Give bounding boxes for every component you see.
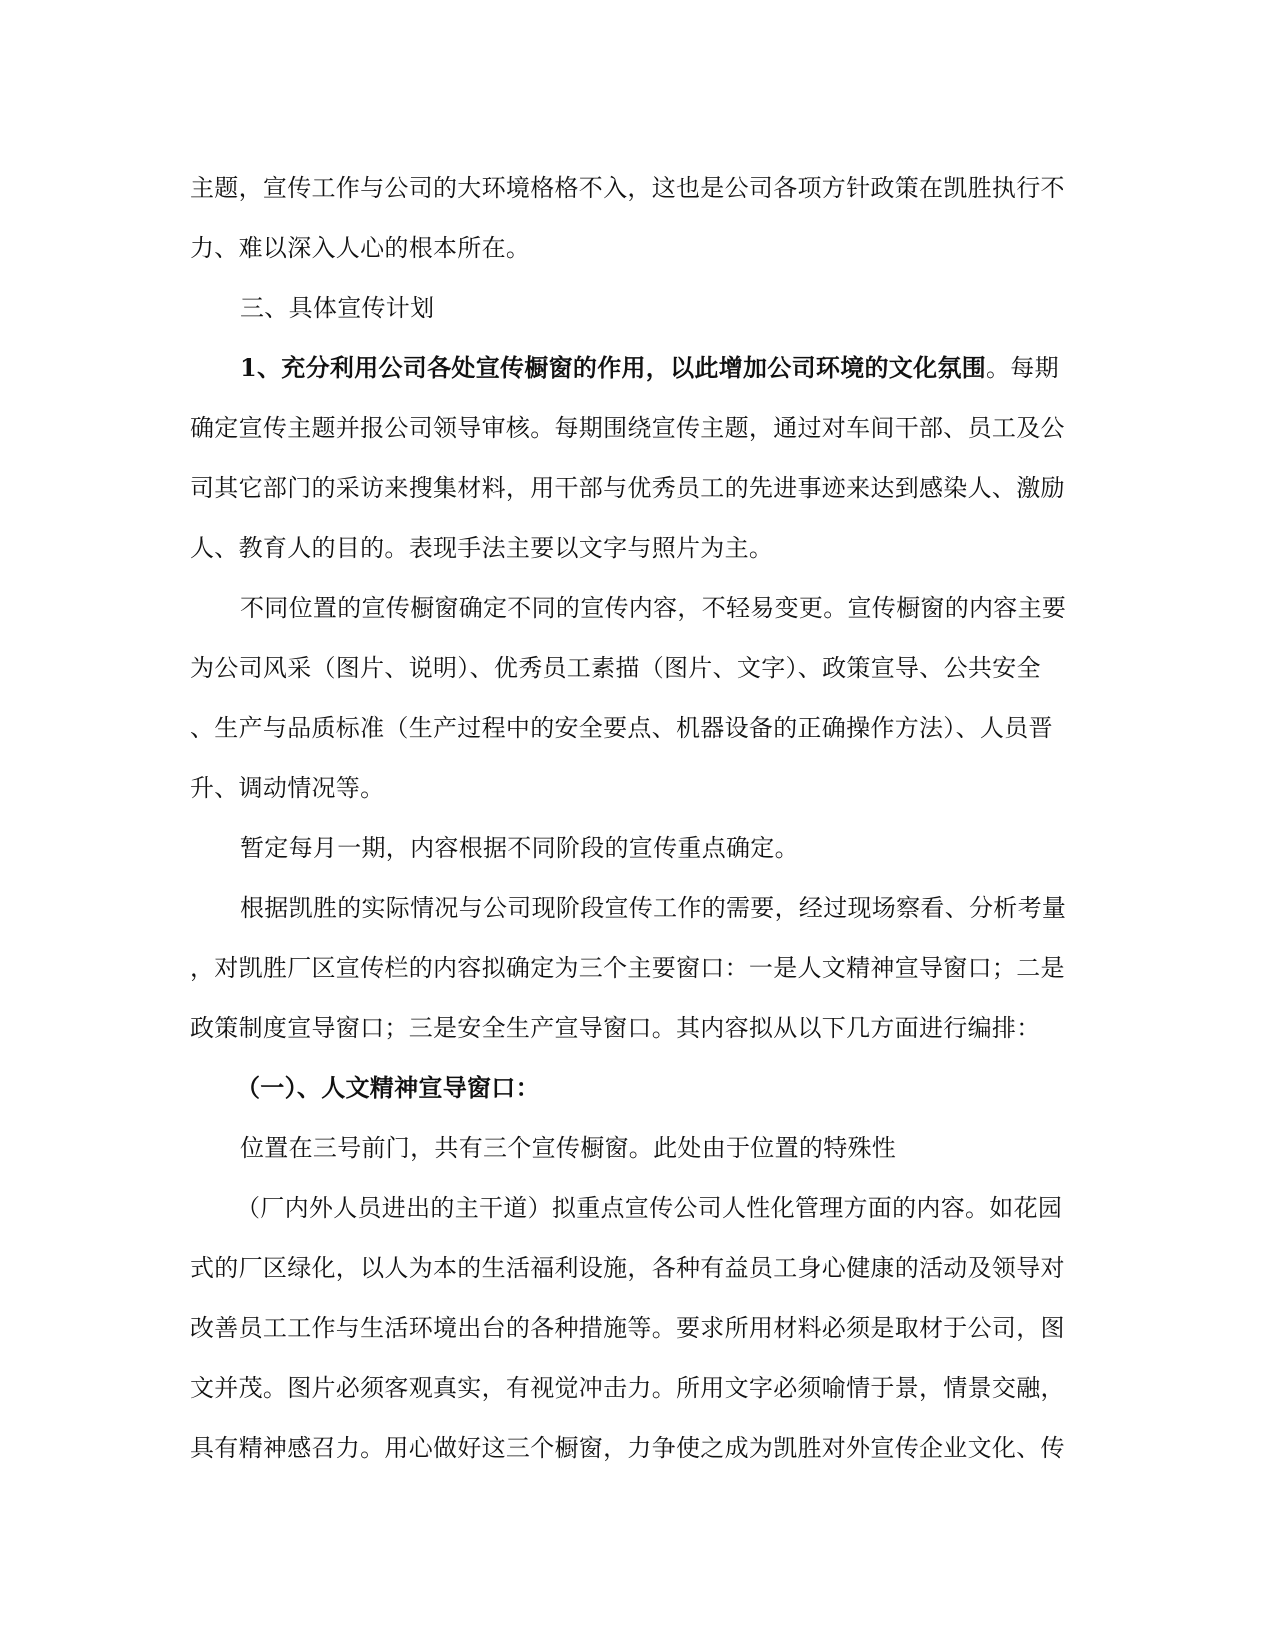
paragraph-line (190, 350, 1090, 410)
paragraph-line: 、生产与品质标准（生产过程中的安全要点、机器设备的正确操作方法）、人员晋 (190, 714, 1053, 742)
paragraph-line: 政策制度宣导窗口；三是安全生产宣导窗口。其内容拟从以下几方面进行编排： (190, 1014, 1041, 1042)
paragraph-line: ，对凯胜厂区宣传栏的内容拟确定为三个主要窗口：一是人文精神宣导窗口；二是 (190, 954, 1065, 982)
paragraph-line: 根据凯胜的实际情况与公司现阶段宣传工作的需要，经过现场察看、分析考量 (240, 894, 1067, 922)
section-heading: 三、具体宣传计划 (240, 294, 435, 322)
paragraph-line: 确定宣传主题并报公司领导审核。每期围绕宣传主题，通过对车间干部、员工及公 (190, 414, 1065, 442)
paragraph-line: 具有精神感召力。用心做好这三个橱窗，力争使之成为凯胜对外宣传企业文化、传 (190, 1434, 1065, 1462)
lead-sentence-tail: 。每期 (986, 354, 1059, 382)
paragraph-line: 位置在三号前门，共有三个宣传橱窗。此处由于位置的特殊性 (240, 1134, 897, 1162)
paragraph-line: 式的厂区绿化，以人为本的生活福利设施，各种有益员工身心健康的活动及领导对 (190, 1254, 1065, 1282)
paragraph-line: 文并茂。图片必须客观真实，有视觉冲击力。所用文字必须喻情于景，情景交融， (190, 1374, 1065, 1402)
paragraph-line: 司其它部门的采访来搜集材料，用干部与优秀员工的先进事迹来达到感染人、激励 (190, 474, 1065, 502)
paragraph-line: 为公司风采（图片、说明）、优秀员工素描（图片、文字）、政策宣导、公共安全 (190, 654, 1041, 682)
paragraph-line: 不同位置的宣传橱窗确定不同的宣传内容，不轻易变更。宣传橱窗的内容主要 (240, 594, 1067, 622)
paragraph-line: 升、调动情况等。 (190, 774, 385, 802)
paragraph-line: 暂定每月一期，内容根据不同阶段的宣传重点确定。 (240, 834, 799, 862)
subsection-heading: （一）、人文精神宣导窗口： (236, 1073, 540, 1102)
paragraph-line: （厂内外人员进出的主干道）拟重点宣传公司人性化管理方面的内容。如花园 (236, 1194, 1063, 1222)
paragraph-line: 主题，宣传工作与公司的大环境格格不入，这也是公司各项方针政策在凯胜执行不 (190, 174, 1065, 202)
bold-lead-sentence: 1、充分利用公司各处宣传橱窗的作用，以此增加公司环境的文化氛围 (240, 353, 986, 382)
paragraph-line: 改善员工工作与生活环境出台的各种措施等。要求所用材料必须是取材于公司，图 (190, 1314, 1065, 1342)
document-body (190, 170, 1090, 1490)
paragraph-line: 力、难以深入人心的根本所在。 (190, 234, 531, 262)
paragraph-line: 人、教育人的目的。表现手法主要以文字与照片为主。 (190, 534, 774, 562)
